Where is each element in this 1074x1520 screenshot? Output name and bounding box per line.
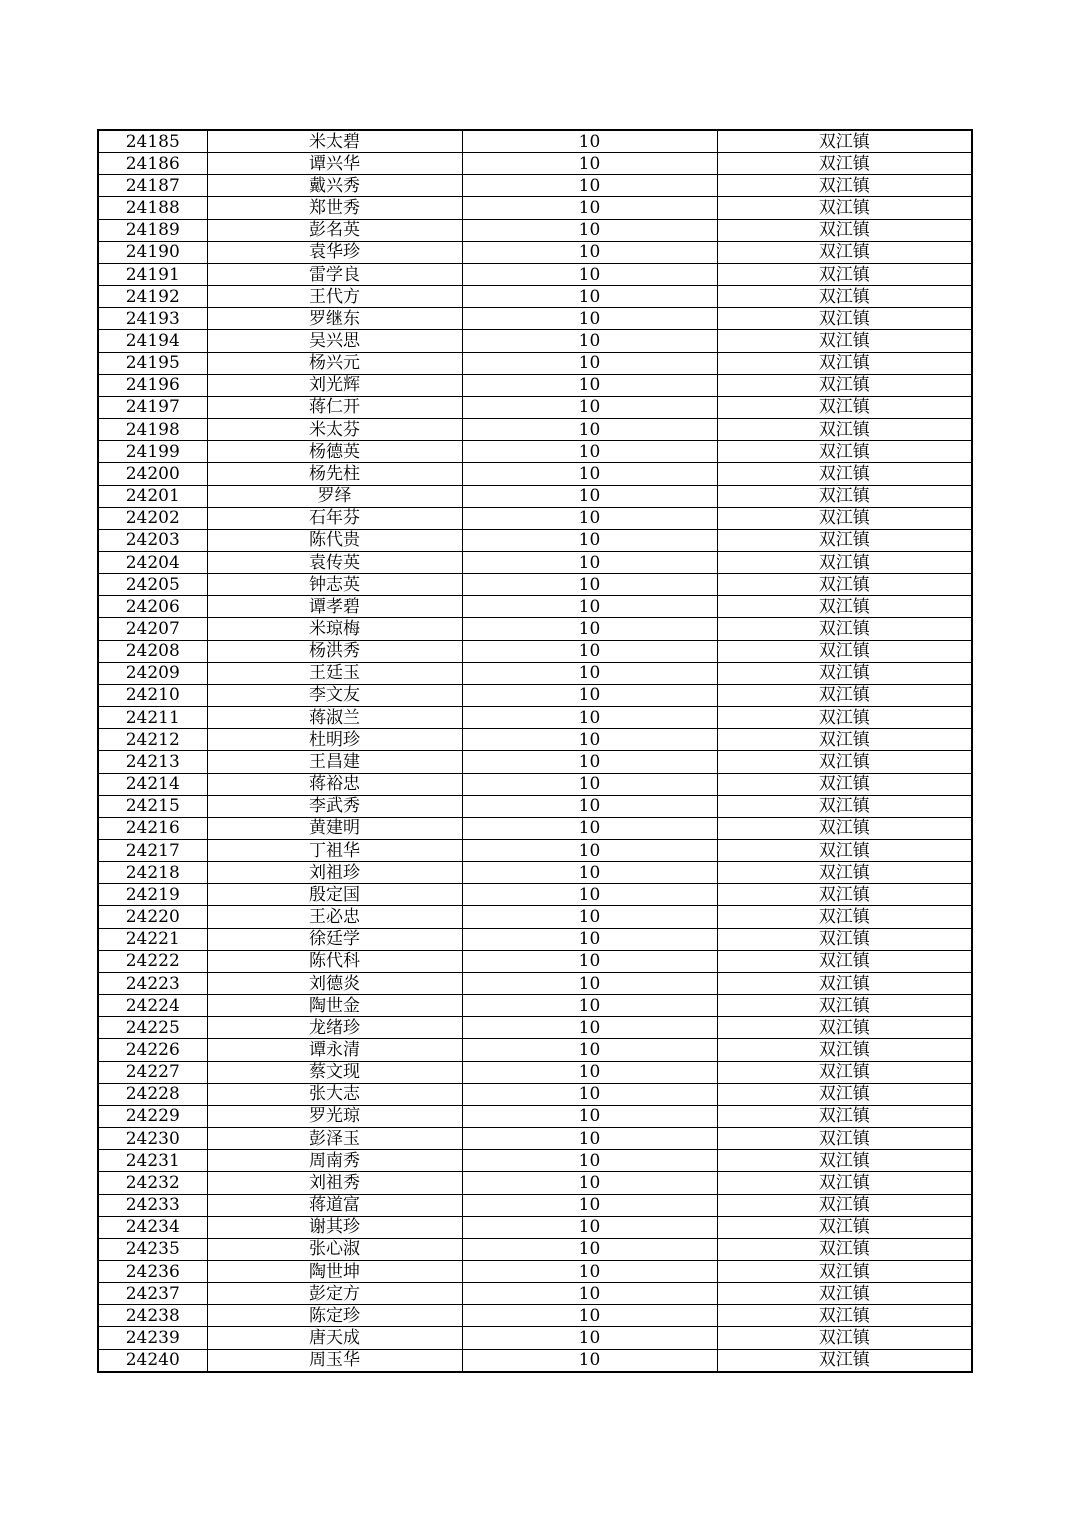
table-row — [98, 995, 972, 1017]
town-cell: 双江镇 — [717, 950, 972, 972]
table-row — [98, 330, 972, 352]
name-cell: 黄建明 — [207, 817, 462, 839]
name-cell: 王廷玉 — [207, 662, 462, 684]
town-cell: 双江镇 — [717, 1083, 972, 1105]
town-cell: 双江镇 — [717, 1172, 972, 1194]
town-cell: 双江镇 — [717, 995, 972, 1017]
amount-cell: 10 — [462, 286, 717, 308]
amount-cell: 10 — [462, 751, 717, 773]
id-cell: 24217 — [98, 840, 207, 862]
table-row — [98, 1128, 972, 1150]
amount-cell: 10 — [462, 1349, 717, 1372]
town-cell: 双江镇 — [717, 972, 972, 994]
name-cell: 刘祖珍 — [207, 862, 462, 884]
table-row — [98, 130, 972, 153]
name-cell: 罗光琼 — [207, 1105, 462, 1127]
name-cell: 杨德英 — [207, 441, 462, 463]
id-cell: 24195 — [98, 352, 207, 374]
id-cell: 24212 — [98, 729, 207, 751]
id-cell: 24216 — [98, 817, 207, 839]
name-cell: 周南秀 — [207, 1150, 462, 1172]
name-cell: 吴兴思 — [207, 330, 462, 352]
amount-cell: 10 — [462, 1083, 717, 1105]
name-cell: 罗绎 — [207, 485, 462, 507]
town-cell: 双江镇 — [717, 419, 972, 441]
town-cell: 双江镇 — [717, 241, 972, 263]
name-cell: 陈代贵 — [207, 529, 462, 551]
town-cell: 双江镇 — [717, 884, 972, 906]
id-cell: 24191 — [98, 263, 207, 285]
town-cell: 双江镇 — [717, 1150, 972, 1172]
town-cell: 双江镇 — [717, 529, 972, 551]
table-row — [98, 441, 972, 463]
town-cell: 双江镇 — [717, 374, 972, 396]
town-cell: 双江镇 — [717, 441, 972, 463]
town-cell: 双江镇 — [717, 1349, 972, 1372]
town-cell: 双江镇 — [717, 1238, 972, 1260]
town-cell: 双江镇 — [717, 729, 972, 751]
amount-cell: 10 — [462, 1216, 717, 1238]
amount-cell: 10 — [462, 263, 717, 285]
id-cell: 24189 — [98, 219, 207, 241]
town-cell: 双江镇 — [717, 1105, 972, 1127]
id-cell: 24240 — [98, 1349, 207, 1372]
table-row — [98, 1150, 972, 1172]
amount-cell: 10 — [462, 308, 717, 330]
amount-cell: 10 — [462, 817, 717, 839]
town-cell: 双江镇 — [717, 1039, 972, 1061]
id-cell: 24213 — [98, 751, 207, 773]
id-cell: 24234 — [98, 1216, 207, 1238]
town-cell: 双江镇 — [717, 263, 972, 285]
town-cell: 双江镇 — [717, 795, 972, 817]
id-cell: 24209 — [98, 662, 207, 684]
town-cell: 双江镇 — [717, 662, 972, 684]
name-cell: 谭兴华 — [207, 153, 462, 175]
town-cell: 双江镇 — [717, 153, 972, 175]
amount-cell: 10 — [462, 729, 717, 751]
amount-cell: 10 — [462, 662, 717, 684]
id-cell: 24220 — [98, 906, 207, 928]
town-cell: 双江镇 — [717, 684, 972, 706]
town-cell: 双江镇 — [717, 840, 972, 862]
table-row — [98, 1305, 972, 1327]
id-cell: 24211 — [98, 707, 207, 729]
table-row — [98, 153, 972, 175]
name-cell: 蔡文现 — [207, 1061, 462, 1083]
amount-cell: 10 — [462, 485, 717, 507]
table-row — [98, 1105, 972, 1127]
id-cell: 24193 — [98, 308, 207, 330]
name-cell: 陶世坤 — [207, 1260, 462, 1282]
amount-cell: 10 — [462, 374, 717, 396]
id-cell: 24204 — [98, 551, 207, 573]
name-cell: 蒋道富 — [207, 1194, 462, 1216]
town-cell: 双江镇 — [717, 751, 972, 773]
name-cell: 刘光辉 — [207, 374, 462, 396]
amount-cell: 10 — [462, 1128, 717, 1150]
name-cell: 杨先柱 — [207, 463, 462, 485]
name-cell: 石年芬 — [207, 507, 462, 529]
amount-cell: 10 — [462, 197, 717, 219]
name-cell: 谢其珍 — [207, 1216, 462, 1238]
table-row — [98, 241, 972, 263]
town-cell: 双江镇 — [717, 507, 972, 529]
town-cell: 双江镇 — [717, 928, 972, 950]
name-cell: 蒋仁开 — [207, 396, 462, 418]
table-row — [98, 596, 972, 618]
amount-cell: 10 — [462, 219, 717, 241]
name-cell: 李文友 — [207, 684, 462, 706]
amount-cell: 10 — [462, 862, 717, 884]
amount-cell: 10 — [462, 1238, 717, 1260]
name-cell: 陈代科 — [207, 950, 462, 972]
id-cell: 24231 — [98, 1150, 207, 1172]
table-row — [98, 1260, 972, 1282]
amount-cell: 10 — [462, 130, 717, 153]
id-cell: 24238 — [98, 1305, 207, 1327]
town-cell: 双江镇 — [717, 396, 972, 418]
town-cell: 双江镇 — [717, 308, 972, 330]
amount-cell: 10 — [462, 507, 717, 529]
amount-cell: 10 — [462, 1150, 717, 1172]
id-cell: 24192 — [98, 286, 207, 308]
table-row — [98, 884, 972, 906]
table-row — [98, 529, 972, 551]
id-cell: 24218 — [98, 862, 207, 884]
table-row — [98, 1194, 972, 1216]
amount-cell: 10 — [462, 1194, 717, 1216]
amount-cell: 10 — [462, 840, 717, 862]
table-row — [98, 219, 972, 241]
name-cell: 陈定珍 — [207, 1305, 462, 1327]
table-row — [98, 972, 972, 994]
id-cell: 24226 — [98, 1039, 207, 1061]
amount-cell: 10 — [462, 684, 717, 706]
amount-cell: 10 — [462, 972, 717, 994]
name-cell: 蒋淑兰 — [207, 707, 462, 729]
id-cell: 24206 — [98, 596, 207, 618]
table-row — [98, 729, 972, 751]
name-cell: 谭孝碧 — [207, 596, 462, 618]
name-cell: 杨洪秀 — [207, 640, 462, 662]
table-row — [98, 1349, 972, 1372]
name-cell: 龙绪珍 — [207, 1017, 462, 1039]
town-cell: 双江镇 — [717, 707, 972, 729]
id-cell: 24237 — [98, 1283, 207, 1305]
town-cell: 双江镇 — [717, 551, 972, 573]
town-cell: 双江镇 — [717, 773, 972, 795]
amount-cell: 10 — [462, 707, 717, 729]
town-cell: 双江镇 — [717, 574, 972, 596]
name-cell: 刘祖秀 — [207, 1172, 462, 1194]
id-cell: 24190 — [98, 241, 207, 263]
table-row — [98, 795, 972, 817]
amount-cell: 10 — [462, 551, 717, 573]
amount-cell: 10 — [462, 795, 717, 817]
table-row — [98, 175, 972, 197]
town-cell: 双江镇 — [717, 906, 972, 928]
name-cell: 李武秀 — [207, 795, 462, 817]
id-cell: 24215 — [98, 795, 207, 817]
town-cell: 双江镇 — [717, 640, 972, 662]
id-cell: 24207 — [98, 618, 207, 640]
town-cell: 双江镇 — [717, 1128, 972, 1150]
town-cell: 双江镇 — [717, 1061, 972, 1083]
name-cell: 周玉华 — [207, 1349, 462, 1372]
town-cell: 双江镇 — [717, 286, 972, 308]
amount-cell: 10 — [462, 175, 717, 197]
amount-cell: 10 — [462, 596, 717, 618]
data-table — [97, 129, 973, 1373]
table-row — [98, 817, 972, 839]
name-cell: 戴兴秀 — [207, 175, 462, 197]
name-cell: 杜明珍 — [207, 729, 462, 751]
town-cell: 双江镇 — [717, 197, 972, 219]
table-row — [98, 485, 972, 507]
amount-cell: 10 — [462, 928, 717, 950]
amount-cell: 10 — [462, 1017, 717, 1039]
amount-cell: 10 — [462, 1327, 717, 1349]
table-row — [98, 1216, 972, 1238]
id-cell: 24236 — [98, 1260, 207, 1282]
name-cell: 米琼梅 — [207, 618, 462, 640]
town-cell: 双江镇 — [717, 862, 972, 884]
name-cell: 彭定方 — [207, 1283, 462, 1305]
amount-cell: 10 — [462, 884, 717, 906]
id-cell: 24201 — [98, 485, 207, 507]
name-cell: 彭泽玉 — [207, 1128, 462, 1150]
table-row — [98, 707, 972, 729]
table-row — [98, 1327, 972, 1349]
id-cell: 24199 — [98, 441, 207, 463]
table-row — [98, 352, 972, 374]
id-cell: 24219 — [98, 884, 207, 906]
table-row — [98, 374, 972, 396]
name-cell: 唐天成 — [207, 1327, 462, 1349]
amount-cell: 10 — [462, 1260, 717, 1282]
amount-cell: 10 — [462, 419, 717, 441]
table-row — [98, 197, 972, 219]
id-cell: 24233 — [98, 1194, 207, 1216]
table-row — [98, 773, 972, 795]
name-cell: 钟志英 — [207, 574, 462, 596]
amount-cell: 10 — [462, 1283, 717, 1305]
table-row — [98, 1039, 972, 1061]
id-cell: 24205 — [98, 574, 207, 596]
id-cell: 24222 — [98, 950, 207, 972]
id-cell: 24214 — [98, 773, 207, 795]
amount-cell: 10 — [462, 352, 717, 374]
town-cell: 双江镇 — [717, 130, 972, 153]
name-cell: 王必忠 — [207, 906, 462, 928]
table-row — [98, 684, 972, 706]
amount-cell: 10 — [462, 241, 717, 263]
table-row — [98, 618, 972, 640]
table-row — [98, 1017, 972, 1039]
amount-cell: 10 — [462, 640, 717, 662]
name-cell: 王代方 — [207, 286, 462, 308]
town-cell: 双江镇 — [717, 1327, 972, 1349]
id-cell: 24185 — [98, 130, 207, 153]
amount-cell: 10 — [462, 463, 717, 485]
id-cell: 24188 — [98, 197, 207, 219]
id-cell: 24194 — [98, 330, 207, 352]
town-cell: 双江镇 — [717, 1283, 972, 1305]
name-cell: 王昌建 — [207, 751, 462, 773]
id-cell: 24208 — [98, 640, 207, 662]
id-cell: 24225 — [98, 1017, 207, 1039]
amount-cell: 10 — [462, 618, 717, 640]
table-row — [98, 840, 972, 862]
town-cell: 双江镇 — [717, 1216, 972, 1238]
id-cell: 24239 — [98, 1327, 207, 1349]
id-cell: 24221 — [98, 928, 207, 950]
id-cell: 24223 — [98, 972, 207, 994]
table-row — [98, 906, 972, 928]
table-row — [98, 308, 972, 330]
amount-cell: 10 — [462, 529, 717, 551]
town-cell: 双江镇 — [717, 596, 972, 618]
amount-cell: 10 — [462, 441, 717, 463]
id-cell: 24187 — [98, 175, 207, 197]
town-cell: 双江镇 — [717, 817, 972, 839]
town-cell: 双江镇 — [717, 463, 972, 485]
id-cell: 24224 — [98, 995, 207, 1017]
name-cell: 杨兴元 — [207, 352, 462, 374]
table-row — [98, 551, 972, 573]
table-row — [98, 950, 972, 972]
id-cell: 24227 — [98, 1061, 207, 1083]
table-row — [98, 1061, 972, 1083]
table-row — [98, 1238, 972, 1260]
town-cell: 双江镇 — [717, 485, 972, 507]
table-body — [98, 130, 972, 1372]
amount-cell: 10 — [462, 906, 717, 928]
amount-cell: 10 — [462, 950, 717, 972]
name-cell: 陶世金 — [207, 995, 462, 1017]
amount-cell: 10 — [462, 574, 717, 596]
amount-cell: 10 — [462, 1172, 717, 1194]
name-cell: 徐廷学 — [207, 928, 462, 950]
name-cell: 罗继东 — [207, 308, 462, 330]
table-row — [98, 862, 972, 884]
name-cell: 殷定国 — [207, 884, 462, 906]
name-cell: 刘德炎 — [207, 972, 462, 994]
name-cell: 丁祖华 — [207, 840, 462, 862]
town-cell: 双江镇 — [717, 1194, 972, 1216]
table-row — [98, 419, 972, 441]
id-cell: 24186 — [98, 153, 207, 175]
name-cell: 谭永清 — [207, 1039, 462, 1061]
town-cell: 双江镇 — [717, 330, 972, 352]
amount-cell: 10 — [462, 773, 717, 795]
id-cell: 24196 — [98, 374, 207, 396]
table-row — [98, 1083, 972, 1105]
table-row — [98, 463, 972, 485]
name-cell: 张大志 — [207, 1083, 462, 1105]
id-cell: 24200 — [98, 463, 207, 485]
town-cell: 双江镇 — [717, 618, 972, 640]
table-row — [98, 286, 972, 308]
table-row — [98, 1283, 972, 1305]
id-cell: 24228 — [98, 1083, 207, 1105]
table-row — [98, 396, 972, 418]
amount-cell: 10 — [462, 1305, 717, 1327]
name-cell: 袁华珍 — [207, 241, 462, 263]
table-row — [98, 928, 972, 950]
id-cell: 24203 — [98, 529, 207, 551]
table-row — [98, 574, 972, 596]
id-cell: 24197 — [98, 396, 207, 418]
amount-cell: 10 — [462, 330, 717, 352]
id-cell: 24235 — [98, 1238, 207, 1260]
amount-cell: 10 — [462, 1105, 717, 1127]
town-cell: 双江镇 — [717, 1305, 972, 1327]
name-cell: 彭名英 — [207, 219, 462, 241]
amount-cell: 10 — [462, 153, 717, 175]
id-cell: 24210 — [98, 684, 207, 706]
town-cell: 双江镇 — [717, 219, 972, 241]
name-cell: 袁传英 — [207, 551, 462, 573]
town-cell: 双江镇 — [717, 352, 972, 374]
amount-cell: 10 — [462, 995, 717, 1017]
amount-cell: 10 — [462, 1039, 717, 1061]
town-cell: 双江镇 — [717, 175, 972, 197]
id-cell: 24230 — [98, 1128, 207, 1150]
name-cell: 雷学良 — [207, 263, 462, 285]
table-row — [98, 751, 972, 773]
id-cell: 24232 — [98, 1172, 207, 1194]
table-row — [98, 507, 972, 529]
name-cell: 郑世秀 — [207, 197, 462, 219]
table-row — [98, 263, 972, 285]
table-row — [98, 640, 972, 662]
town-cell: 双江镇 — [717, 1017, 972, 1039]
amount-cell: 10 — [462, 1061, 717, 1083]
table-row — [98, 662, 972, 684]
table-row — [98, 1172, 972, 1194]
name-cell: 张心淑 — [207, 1238, 462, 1260]
id-cell: 24198 — [98, 419, 207, 441]
id-cell: 24202 — [98, 507, 207, 529]
amount-cell: 10 — [462, 396, 717, 418]
town-cell: 双江镇 — [717, 1260, 972, 1282]
name-cell: 米太芬 — [207, 419, 462, 441]
id-cell: 24229 — [98, 1105, 207, 1127]
name-cell: 蒋裕忠 — [207, 773, 462, 795]
name-cell: 米太碧 — [207, 130, 462, 153]
